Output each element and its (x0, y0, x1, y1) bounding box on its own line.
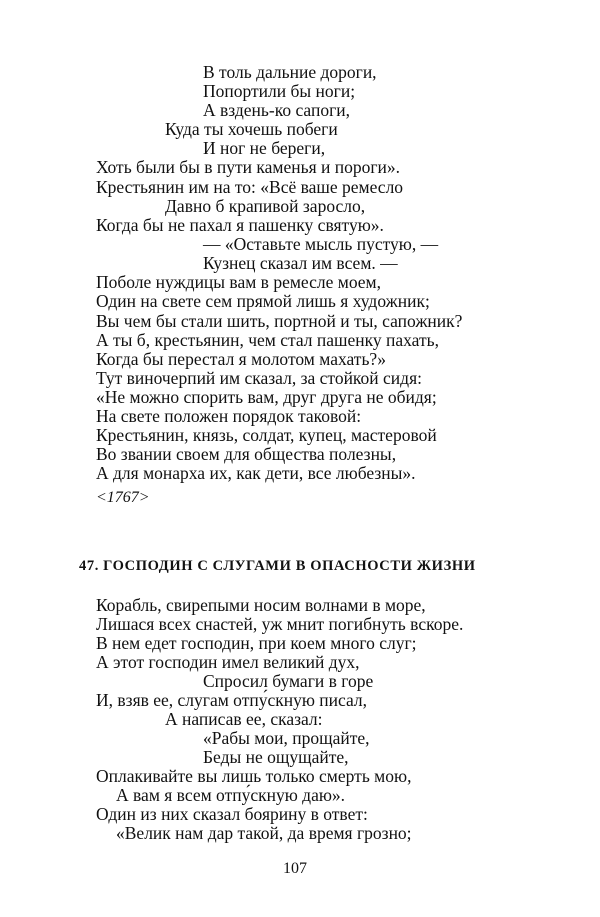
poem1-line: Поболе нуждицы вам в ремесле моем, (96, 272, 382, 292)
poem1-line: Крестьянин, князь, солдат, купец, мастеровой (96, 425, 437, 445)
poem1-line: А ты б, крестьянин, чем стал пашенку пахать, (96, 330, 439, 350)
poem2-line: Спросил бумаги в горе (203, 671, 374, 691)
poem1-line: Попортили бы ноги; (203, 81, 356, 101)
poem1-line: «Не можно спорить вам, друг друга не обидя; (96, 387, 437, 407)
poem1-line: В толь дальние дороги, (203, 62, 377, 82)
poem1-line: Когда бы не пахал я пашенку святую». (96, 215, 384, 235)
poem2-line: «Рабы мои, прощайте, (203, 728, 370, 748)
poem2-line: Один из них сказал боярину в ответ: (96, 804, 368, 824)
poem1-line: — «Оставьте мысль пустую, — (203, 234, 439, 254)
poem1-line: А для монарха их, как дети, все любезны». (96, 463, 416, 483)
poem1-line: Тут виночерпий им сказал, за стойкой сидя: (96, 368, 422, 388)
poem1-line: Кузнец сказал им всем. — (203, 253, 398, 273)
poem2-line: Корабль, свирепыми носим волнами в море, (96, 595, 426, 615)
poem1-line: Куда ты хочешь побеги (165, 119, 338, 139)
poem2-line: Лишася всех снастей, уж мнит погибнуть вскоре. (96, 614, 464, 634)
poem1-line: Хоть были бы в пути каменья и пороги». (96, 157, 401, 177)
page-number: 107 (283, 860, 307, 877)
poem2-line: И, взяв ее, слугам отпу́скную писал, (96, 690, 368, 710)
poem1-line: И ног не береги, (203, 138, 326, 158)
poem2-line: А этот господин имел великий дух, (96, 652, 360, 672)
poem2-line: В нем едет господин, при коем много слуг; (96, 633, 417, 653)
poem1-line: Давно б крапивой заросло, (165, 196, 366, 216)
poem1-line: Один на свете сем прямой лишь я художник; (96, 291, 430, 311)
poem2-line: А написав ее, сказал: (165, 709, 323, 729)
poem1-line: А вздень-ко сапоги, (203, 100, 351, 120)
poem1-line: Крестьянин им на то: «Всё ваше ремесло (96, 177, 404, 197)
poem-title: 47. ГОСПОДИН С СЛУГАМИ В ОПАСНОСТИ ЖИЗНИ (79, 558, 476, 574)
poem2-line: Беды не ощущайте, (203, 747, 349, 767)
poem2-line: «Велик нам дар такой, да время грозно; (116, 823, 412, 843)
poem1-line: На свете положен порядок таковой: (96, 406, 362, 426)
poem2-line: Оплакивайте вы лишь только смерть мою, (96, 766, 412, 786)
poem-date: <1767> (96, 489, 150, 506)
poem2-line: А вам я всем отпу́скную даю». (116, 785, 346, 805)
poem1-line: Во звании своем для общества полезны, (96, 444, 397, 464)
poem1-line: Когда бы перестал я молотом махать?» (96, 349, 386, 369)
poem1-line: Вы чем бы стали шить, портной и ты, сапожник? (96, 311, 463, 331)
